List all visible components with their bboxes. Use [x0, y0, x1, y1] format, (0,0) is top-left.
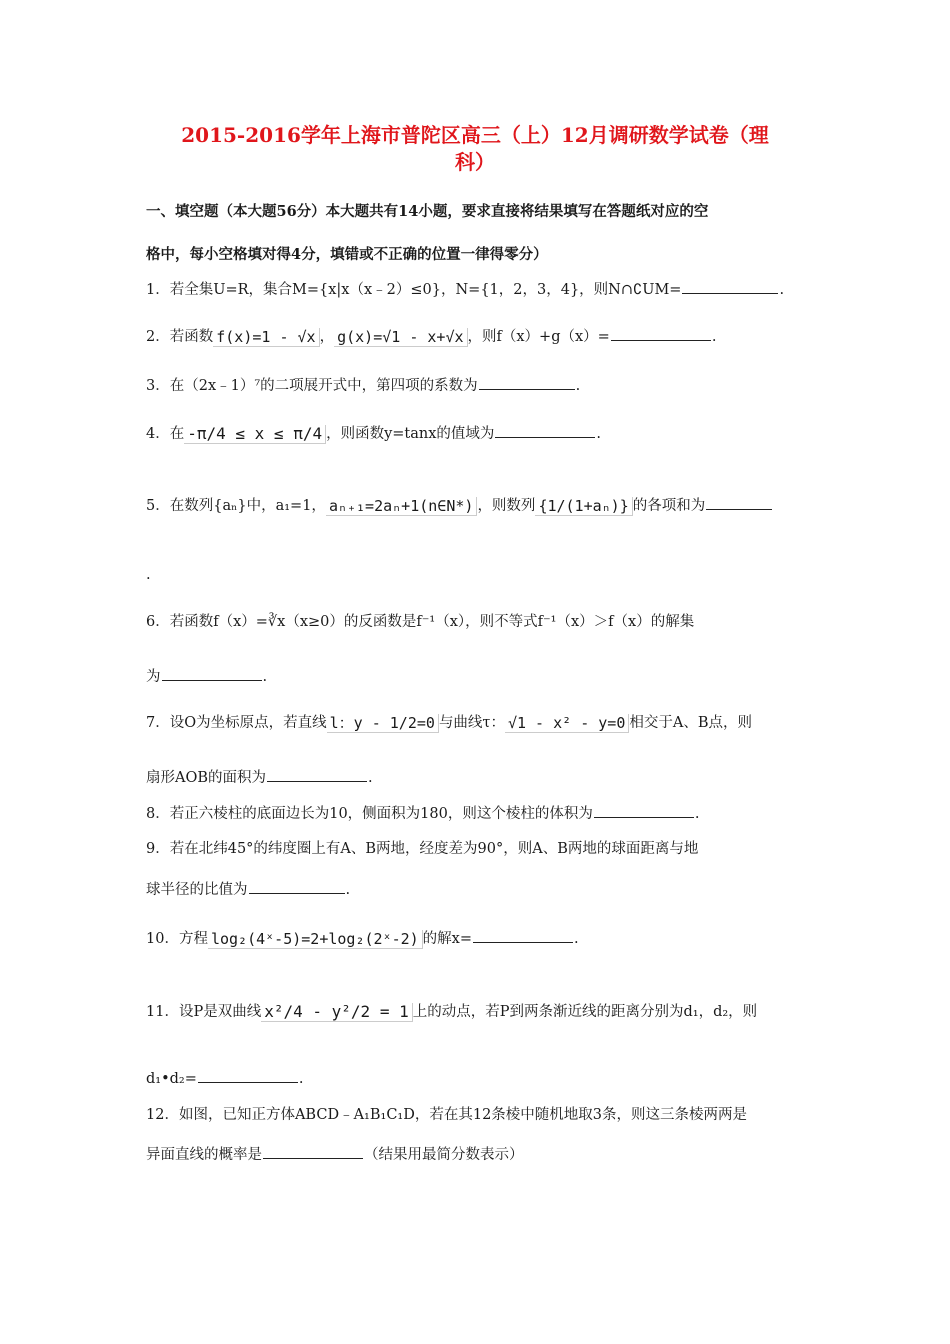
question-4: 4．在 -π/4 ≤ x ≤ π/4 ，则函数y=tanx的值域为 . — [146, 423, 602, 443]
question-6-line-1: 6．若函数f（x）=∛x（x≥0）的反函数是f⁻¹（x），则不等式f⁻¹（x）＞f（x）的解集 — [146, 614, 695, 630]
question-7-line-1 — [146, 713, 752, 733]
question-11-line-1 — [146, 1002, 757, 1022]
question-5 — [146, 495, 773, 516]
section-heading-line-2: 格中，每小空格填对得4分，填错或不正确的位置一律得零分） — [146, 246, 548, 263]
q7-prefix: 7．设O为坐标原点，若直线 — [146, 715, 327, 731]
q5-middle: ，则数列 — [477, 498, 536, 514]
answer-blank — [706, 495, 772, 510]
answer-blank — [479, 375, 575, 390]
question-12-line-1: 12．如图，已知正方体ABCD﹣A₁B₁C₁D，若在其12条棱中随机地取3条，则这三条棱两两是 — [146, 1107, 748, 1123]
page-title — [60, 122, 890, 176]
q7-line-l: l：y - 1/2=0 — [327, 714, 439, 733]
q7-middle: 与曲线τ： — [438, 715, 505, 731]
answer-blank — [473, 928, 573, 943]
question-9-line-2: 球半径的比值为 . — [146, 879, 350, 900]
question-10: 10．方程 log₂(4ˣ-5)=2+log₂(2ˣ-2) 的解x= . — [146, 929, 579, 948]
answer-blank — [594, 803, 694, 818]
q11-hyperbola: x²/4 - y²/2 = 1 — [261, 1003, 413, 1022]
q11-prefix: 11．设P是双曲线 — [146, 1004, 262, 1020]
q5-end-dot: . — [146, 567, 151, 583]
question-8: 8．若正六棱柱的底面边长为10，侧面积为180，则这个棱柱的体积为 . — [146, 803, 699, 824]
q10-suffix: 的解x= — [422, 931, 472, 947]
answer-blank — [611, 326, 711, 341]
q7-suffix: 相交于A、B点，则 — [629, 715, 753, 731]
q4-prefix: 4．在 — [146, 426, 185, 442]
q5-suffix: 的各项和为 — [632, 498, 706, 514]
q2-suffix: ，则f（x）+g（x）= — [467, 329, 610, 345]
question-6-line-2: 为 . — [146, 666, 267, 687]
q7-curve-tau: √1 - x² - y=0 — [505, 714, 629, 733]
title-line-1: 2015-2016学年上海市普陀区高三（上）12月调研数学试卷（理 — [181, 123, 769, 147]
section-heading-line-1: 一、填空题（本大题56分）本大题共有14小题，要求直接将结果填写在答题纸对应的空 — [146, 203, 709, 220]
answer-blank — [682, 279, 778, 294]
question-9-line-1: 9．若在北纬45°的纬度圈上有A、B两地，经度差为90°，则A、B两地的球面距离与地 — [146, 841, 699, 857]
answer-blank — [198, 1068, 298, 1083]
q4-suffix: ，则函数y=tanx的值域为 — [326, 426, 495, 442]
answer-blank — [267, 767, 367, 782]
question-2: 2．若函数 f(x)=1 - √x ， g(x)=√1 - x+√x ，则f（x）+g（x）= . — [146, 327, 717, 346]
q11-suffix: 上的动点，若P到两条渐近线的距离分别为d₁，d₂，则 — [412, 1004, 758, 1020]
answer-blank — [249, 879, 345, 894]
q10-prefix: 10．方程 — [146, 931, 208, 947]
q5-prefix: 5．在数列{aₙ}中，a₁=1， — [146, 498, 326, 514]
q5-sequence: {1/(1+aₙ)} — [535, 497, 632, 516]
q5-recurrence: aₙ₊₁=2aₙ+1(n∈N*) — [326, 497, 478, 516]
q2-f-formula: f(x)=1 - √x — [213, 328, 319, 347]
q2-prefix: 2．若函数 — [146, 329, 214, 345]
q2-g-formula: g(x)=√1 - x+√x — [334, 328, 467, 347]
answer-blank — [495, 423, 595, 438]
answer-blank — [162, 666, 262, 681]
question-1: 1．若全集U=R，集合M={x|x（x﹣2）≤0}，N={1，2，3，4}，则N∩∁UM= . — [146, 279, 784, 300]
q4-interval: -π/4 ≤ x ≤ π/4 — [184, 425, 326, 444]
title-line-2: 科） — [455, 150, 495, 174]
answer-blank — [263, 1144, 363, 1159]
q10-equation: log₂(4ˣ-5)=2+log₂(2ˣ-2) — [208, 930, 423, 949]
q3-text: 3．在（2x﹣1）⁷的二项展开式中，第四项的系数为 — [146, 378, 478, 394]
q1-text: 1．若全集U=R，集合M={x|x（x﹣2）≤0}，N={1，2，3，4}，则N∩∁UM= — [146, 282, 682, 298]
question-7-line-2: 扇形AOB的面积为 . — [146, 767, 373, 788]
question-12-line-2: 异面直线的概率是 （结果用最简分数表示） — [146, 1144, 524, 1165]
question-11-line-2: d₁•d₂= . — [146, 1068, 304, 1089]
question-3: 3．在（2x﹣1）⁷的二项展开式中，第四项的系数为 . — [146, 375, 580, 396]
